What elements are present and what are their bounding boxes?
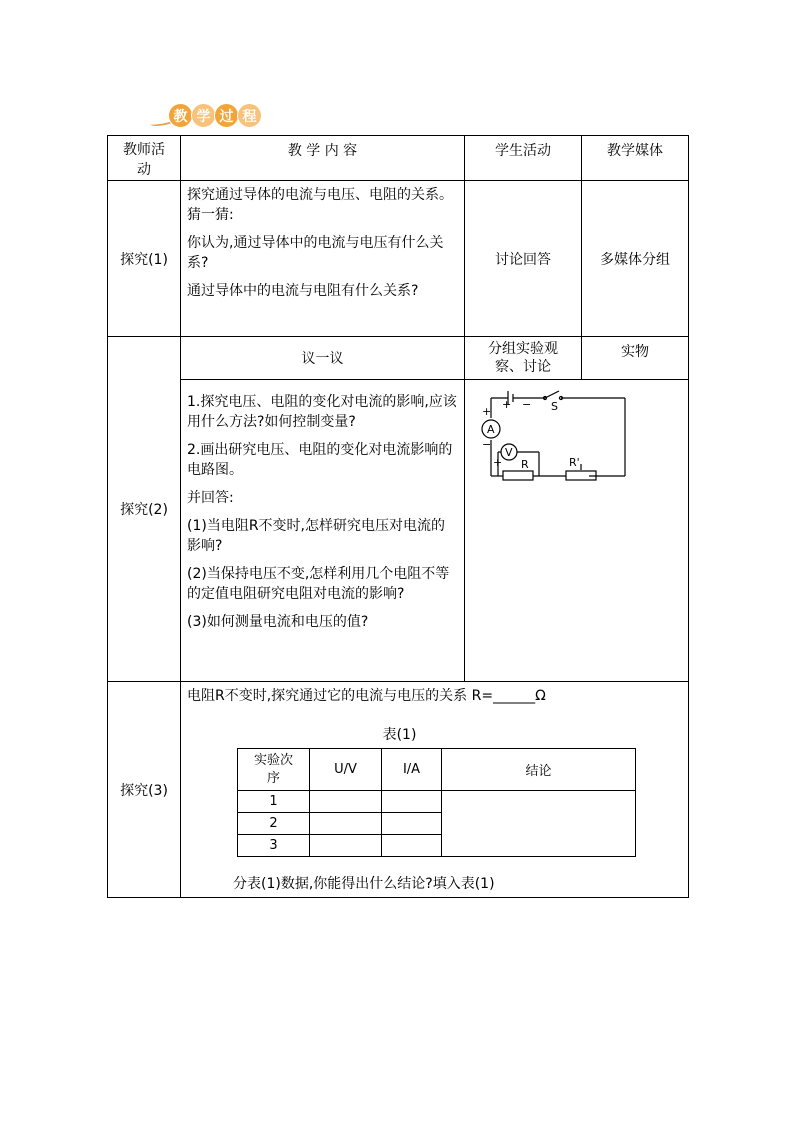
badge-char: 过 <box>214 103 239 128</box>
header-row <box>108 136 689 181</box>
content-text: 探究通过导体的电流与电压、电阻的关系。 <box>187 187 453 203</box>
content-cell <box>181 682 689 898</box>
current-cell[interactable] <box>382 791 442 813</box>
intro-text: 电阻R不变时,探究通过它的电流与电压的关系 R=______Ω <box>187 688 546 704</box>
content-text: (2)当保持电压不变,怎样利用几个电阻不等的定值电阻研究电阻对电流的影响? <box>187 566 450 602</box>
results-header-row <box>238 749 636 791</box>
results-table <box>237 748 636 857</box>
voltage-cell[interactable] <box>310 835 382 857</box>
voltage-cell[interactable] <box>310 791 382 813</box>
row-explore-2-heading <box>108 337 689 380</box>
header-teacher: 教师活动 <box>108 136 181 181</box>
student-activity: 分组实验观察、讨论 <box>465 337 582 380</box>
results-header: 实验次序 <box>238 749 310 791</box>
content-text: 2.画出研究电压、电阻的变化对电流影响的电路图。 <box>187 442 453 478</box>
circuit-diagram <box>465 380 689 490</box>
rheostat-label: R' <box>569 456 580 469</box>
teaching-media: 多媒体分组 <box>582 181 689 337</box>
results-header: I/A <box>382 749 442 791</box>
resistor-label: R <box>521 458 529 471</box>
header-student: 学生活动 <box>465 136 582 181</box>
badge-char: 程 <box>237 103 262 128</box>
conclusion-cell[interactable] <box>442 791 636 857</box>
content-text: (3)如何测量电流和电压的值? <box>187 614 369 630</box>
row-explore-1 <box>108 181 689 337</box>
resistor-r <box>503 471 533 480</box>
content-text: 通过导体中的电流与电阻有什么关系? <box>187 283 419 299</box>
lesson-table <box>107 135 689 898</box>
row-explore-3 <box>108 682 689 898</box>
trial-number: 2 <box>238 813 310 835</box>
trial-number: 1 <box>238 791 310 813</box>
results-header: U/V <box>310 749 382 791</box>
content-text: (1)当电阻R不变时,怎样研究电压对电流的影响? <box>187 518 446 554</box>
teacher-activity: 探究(2) <box>108 337 181 682</box>
teacher-activity: 探究(3) <box>108 682 181 898</box>
header-media: 教学媒体 <box>582 136 689 181</box>
footer-instruction: 分表(1)数据,你能得出什么结论?填入表(1) <box>233 876 495 892</box>
header-content: 教 学 内 容 <box>181 136 465 181</box>
teacher-activity: 探究(1) <box>108 181 181 337</box>
section-badge <box>150 103 260 131</box>
circuit-cell <box>465 380 689 682</box>
discussion-heading: 议一议 <box>181 337 465 380</box>
current-cell[interactable] <box>382 835 442 857</box>
voltmeter-label: V <box>505 446 513 459</box>
student-activity: 讨论回答 <box>465 181 582 337</box>
table-caption: 表(1) <box>382 727 417 743</box>
badge-char: 教 <box>168 103 193 128</box>
voltage-cell[interactable] <box>310 813 382 835</box>
badge-char: 学 <box>191 103 216 128</box>
ammeter-minus: − <box>482 438 492 451</box>
content-text: 1.探究电压、电阻的变化对电流的影响,应该用什么方法?如何控制变量? <box>187 394 457 430</box>
results-header: 结论 <box>442 749 636 791</box>
ammeter-plus: + <box>482 405 492 418</box>
content-cell <box>181 181 465 337</box>
switch-label: S <box>551 400 558 413</box>
switch-blade <box>545 391 559 398</box>
teaching-media: 实物 <box>582 337 689 380</box>
content-text: 你认为,通过导体中的电流与电压有什么关系? <box>187 235 444 271</box>
battery-minus: − <box>522 398 532 411</box>
content-text: 并回答: <box>187 490 234 506</box>
ammeter-label: A <box>487 423 495 436</box>
trial-number: 3 <box>238 835 310 857</box>
table-row <box>238 791 636 813</box>
battery-plus: + <box>502 398 512 411</box>
content-cell <box>181 380 465 682</box>
content-text: 猜一猜: <box>187 207 234 223</box>
row-explore-2-content <box>108 380 689 682</box>
voltmeter-plus: + <box>493 456 503 469</box>
current-cell[interactable] <box>382 813 442 835</box>
